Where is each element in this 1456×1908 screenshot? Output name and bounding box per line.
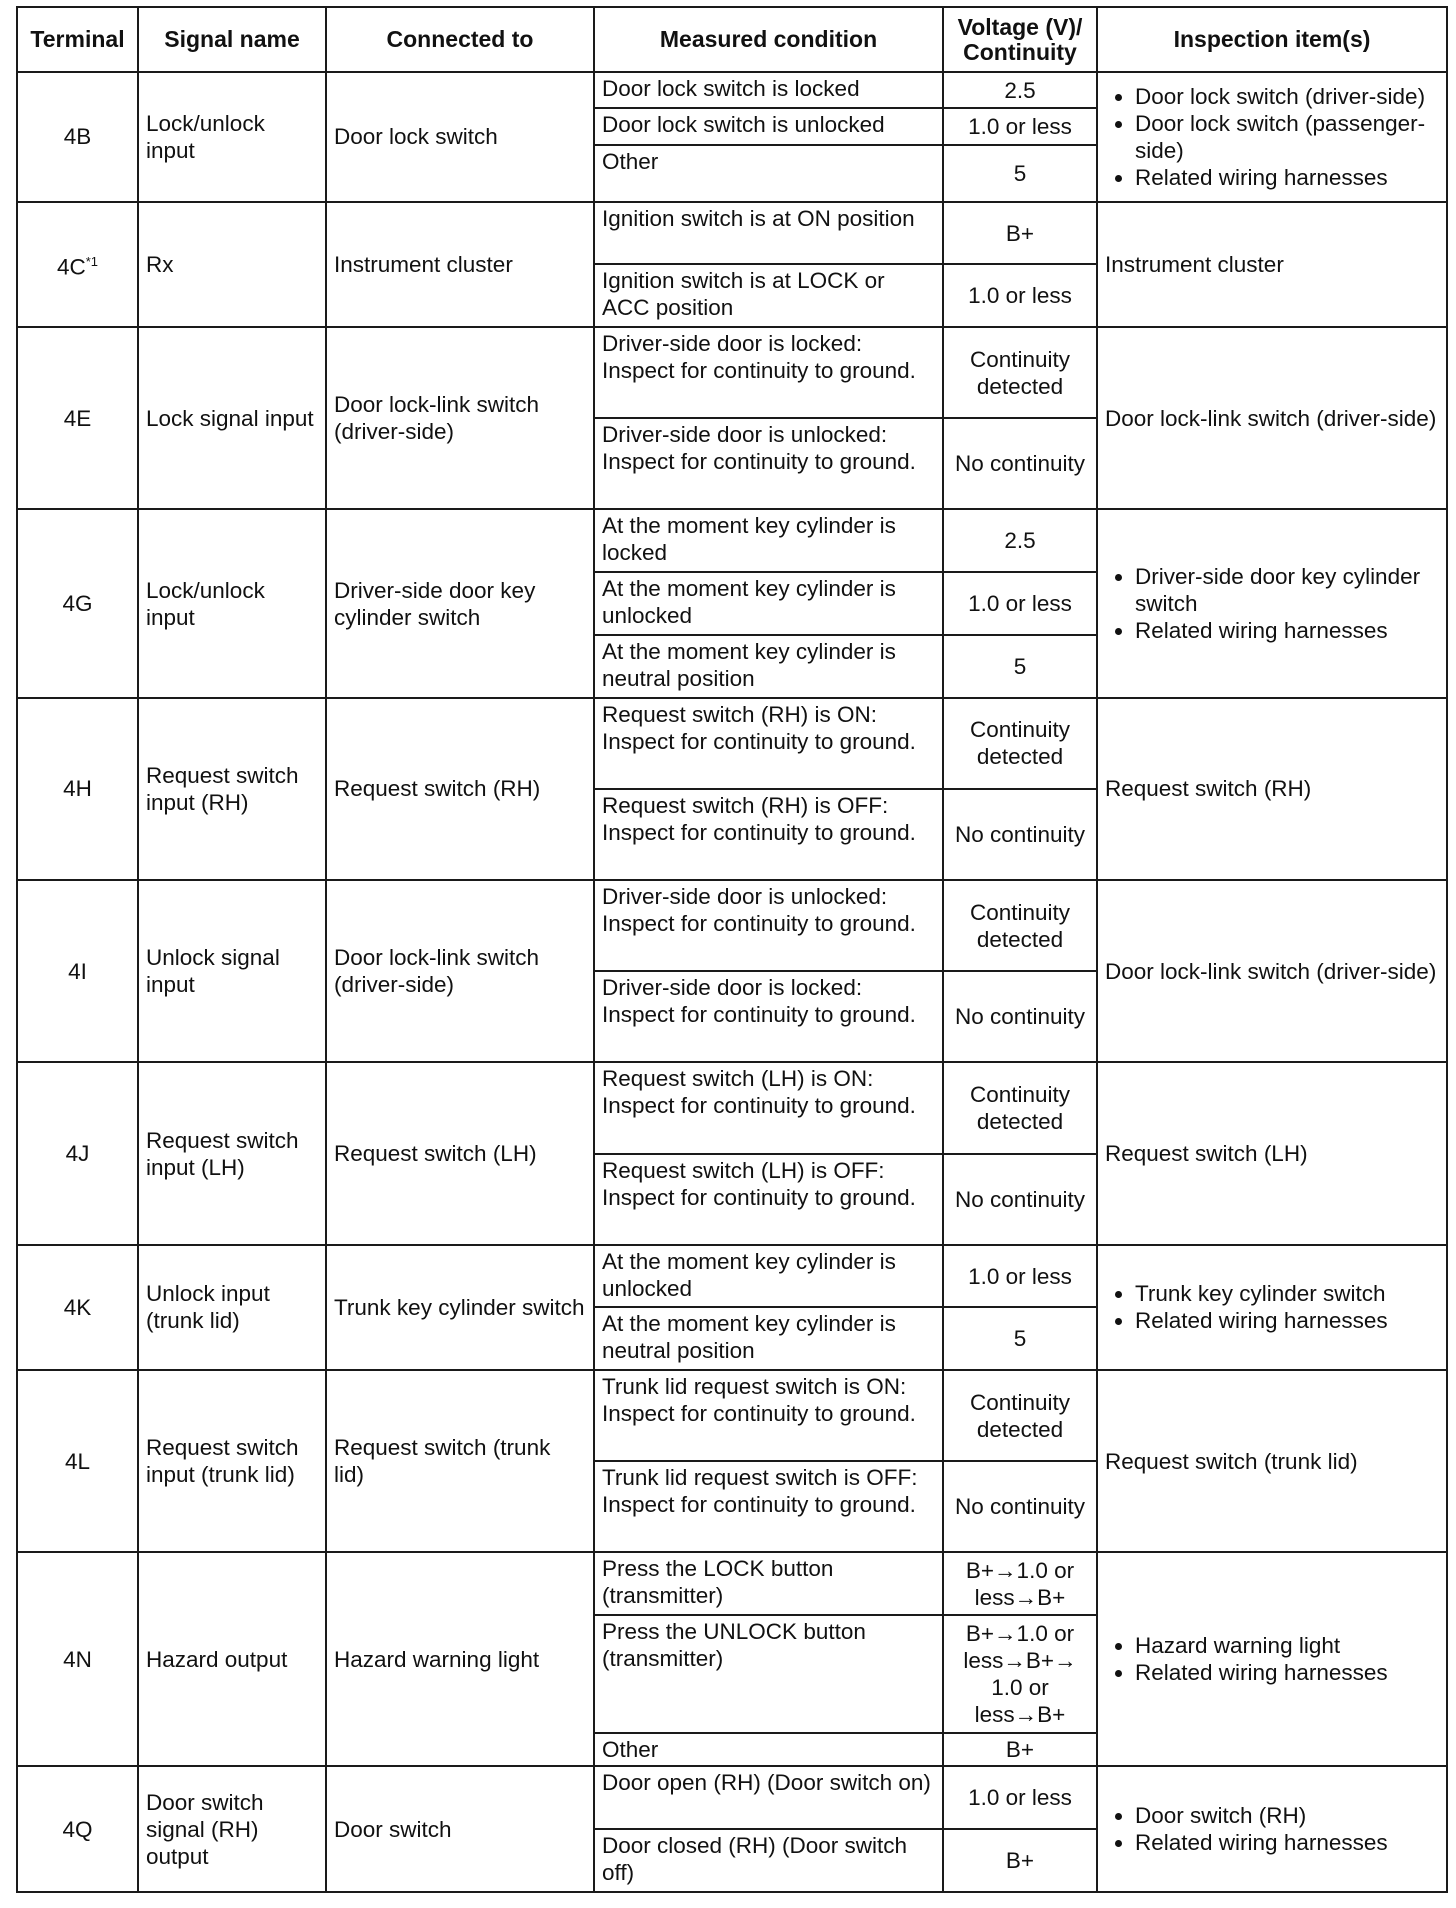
voltage-continuity-cell: 5 <box>943 1307 1097 1370</box>
terminal-cell <box>17 202 138 328</box>
inspection-list <box>1105 1802 1439 1856</box>
connected-to-cell: Door lock-link switch (driver-side) <box>326 327 594 509</box>
measured-condition-cell: At the moment key cylinder is neutral position <box>594 635 943 698</box>
connected-to-cell: Hazard warning light <box>326 1552 594 1766</box>
signal-name-cell: Unlock signal input <box>138 880 326 1062</box>
inspection-items-cell: Request switch (RH) <box>1097 698 1447 880</box>
inspection-list-item: • Door lock switch (passenger-side) <box>1135 110 1439 164</box>
terminal-cell <box>17 698 138 880</box>
connected-to-cell: Request switch (trunk lid) <box>326 1370 594 1552</box>
header-inspection-items: Inspection item(s) <box>1097 7 1447 72</box>
terminal-label: 4E <box>63 405 92 431</box>
inspection-items-cell <box>1097 1766 1447 1892</box>
table-row <box>17 509 1447 572</box>
inspection-items-cell <box>1097 1552 1447 1766</box>
measured-condition-cell: At the moment key cylinder is unlocked <box>594 1245 943 1308</box>
inspection-list <box>1105 563 1439 644</box>
voltage-continuity-cell: No continuity <box>943 971 1097 1062</box>
terminal-cell <box>17 880 138 1062</box>
voltage-continuity-cell: No continuity <box>943 1154 1097 1245</box>
voltage-continuity-cell: No continuity <box>943 1461 1097 1552</box>
terminal-label: 4B <box>63 124 92 150</box>
measured-condition-cell: Door lock switch is unlocked <box>594 108 943 144</box>
terminal-cell <box>17 1370 138 1552</box>
inspection-list-item: • Hazard warning light <box>1135 1632 1439 1659</box>
inspection-list <box>1105 83 1439 191</box>
connected-to-cell: Door switch <box>326 1766 594 1892</box>
terminal-label: 4Q <box>62 1816 93 1842</box>
terminal-label: 4K <box>63 1294 92 1320</box>
inspection-items-cell: Instrument cluster <box>1097 202 1447 328</box>
measured-condition-cell: Press the UNLOCK button (transmitter) <box>594 1615 943 1732</box>
terminal-footnote: *1 <box>85 254 99 270</box>
measured-condition-cell: Press the LOCK button (transmitter) <box>594 1552 943 1615</box>
table-body <box>17 72 1447 1892</box>
voltage-continuity-cell: B+ <box>943 1829 1097 1892</box>
terminal-cell <box>17 72 138 202</box>
table-row <box>17 1552 1447 1615</box>
measured-condition-cell: Request switch (RH) is ON: Inspect for continuity to ground. <box>594 698 943 789</box>
inspection-list <box>1105 1632 1439 1686</box>
voltage-continuity-cell: Continuity detected <box>943 880 1097 971</box>
voltage-continuity-cell: 1.0 or less <box>943 108 1097 144</box>
terminal-label: 4G <box>62 591 93 617</box>
inspection-list-item: • Related wiring harnesses <box>1135 1659 1439 1686</box>
inspection-list-item: • Related wiring harnesses <box>1135 1307 1439 1334</box>
measured-condition-cell: Door open (RH) (Door switch on) <box>594 1766 943 1829</box>
terminal-label: 4J <box>65 1141 90 1166</box>
measured-condition-cell: Ignition switch is at LOCK or ACC position <box>594 264 943 327</box>
voltage-continuity-cell: B+→1.0 or less→B+→ 1.0 or less→B+ <box>943 1615 1097 1732</box>
signal-name-cell: Request switch input (trunk lid) <box>138 1370 326 1552</box>
measured-condition-cell: Request switch (RH) is OFF: Inspect for continuity to ground. <box>594 789 943 880</box>
voltage-continuity-cell: Continuity detected <box>943 1062 1097 1153</box>
voltage-continuity-cell: No continuity <box>943 789 1097 880</box>
signal-name-cell: Lock signal input <box>138 327 326 509</box>
voltage-continuity-cell: 5 <box>943 145 1097 202</box>
terminal-cell <box>17 1062 138 1244</box>
signal-name-cell: Door switch signal (RH) output <box>138 1766 326 1892</box>
voltage-continuity-cell: 1.0 or less <box>943 1245 1097 1308</box>
voltage-continuity-cell: 1.0 or less <box>943 264 1097 327</box>
terminal-cell <box>17 1245 138 1371</box>
signal-name-cell: Unlock input (trunk lid) <box>138 1245 326 1371</box>
header-connected-to: Connected to <box>326 7 594 72</box>
voltage-continuity-cell: B+ <box>943 202 1097 265</box>
terminal-label: 4H <box>63 776 92 802</box>
terminal-inspection-table <box>16 6 1448 1893</box>
table-row <box>17 72 1447 108</box>
terminal-label: 4N <box>63 1646 92 1672</box>
connected-to-cell: Instrument cluster <box>326 202 594 328</box>
signal-name-cell: Lock/unlock input <box>138 509 326 697</box>
connected-to-cell: Door lock-link switch (driver-side) <box>326 880 594 1062</box>
measured-condition-cell: Request switch (LH) is OFF: Inspect for continuity to ground. <box>594 1154 943 1245</box>
measured-condition-cell: Request switch (LH) is ON: Inspect for continuity to ground. <box>594 1062 943 1153</box>
inspection-items-cell <box>1097 509 1447 697</box>
measured-condition-cell: At the moment key cylinder is locked <box>594 509 943 572</box>
table-row <box>17 880 1447 971</box>
inspection-list-item: • Related wiring harnesses <box>1135 164 1439 191</box>
terminal-cell <box>17 509 138 697</box>
inspection-items-cell <box>1097 72 1447 202</box>
voltage-continuity-cell: 1.0 or less <box>943 1766 1097 1829</box>
measured-condition-cell: Other <box>594 1733 943 1766</box>
measured-condition-cell: Trunk lid request switch is ON: Inspect for continuity to ground. <box>594 1370 943 1461</box>
voltage-continuity-cell: Continuity detected <box>943 327 1097 418</box>
inspection-list-item: • Related wiring harnesses <box>1135 1829 1439 1856</box>
voltage-continuity-cell: 1.0 or less <box>943 572 1097 635</box>
voltage-continuity-cell: B+→1.0 or less→B+ <box>943 1552 1097 1615</box>
voltage-continuity-cell: B+ <box>943 1733 1097 1766</box>
measured-condition-cell: Driver-side door is locked: Inspect for continuity to ground. <box>594 327 943 418</box>
inspection-list-item: • Driver-side door key cylinder switch <box>1135 563 1439 617</box>
table-row <box>17 1370 1447 1461</box>
connected-to-cell: Trunk key cylinder switch <box>326 1245 594 1371</box>
voltage-continuity-cell: 2.5 <box>943 509 1097 572</box>
voltage-continuity-cell: Continuity detected <box>943 1370 1097 1461</box>
signal-name-cell: Hazard output <box>138 1552 326 1766</box>
terminal-cell <box>17 1552 138 1766</box>
inspection-list-item: • Trunk key cylinder switch <box>1135 1280 1439 1307</box>
measured-condition-cell: Driver-side door is unlocked: Inspect for continuity to ground. <box>594 418 943 509</box>
inspection-items-cell: Door lock-link switch (driver-side) <box>1097 327 1447 509</box>
measured-condition-cell: Other <box>594 145 943 202</box>
terminal-label: 4C <box>56 254 86 280</box>
measured-condition-cell: Driver-side door is locked: Inspect for continuity to ground. <box>594 971 943 1062</box>
inspection-items-cell: Request switch (LH) <box>1097 1062 1447 1244</box>
signal-name-cell: Rx <box>138 202 326 328</box>
header-measured-condition: Measured condition <box>594 7 943 72</box>
inspection-list-item: • Related wiring harnesses <box>1135 617 1439 644</box>
terminal-cell <box>17 1766 138 1892</box>
measured-condition-cell: Door closed (RH) (Door switch off) <box>594 1829 943 1892</box>
voltage-continuity-cell: 2.5 <box>943 72 1097 108</box>
measured-condition-cell: Driver-side door is unlocked: Inspect for continuity to ground. <box>594 880 943 971</box>
header-row <box>17 7 1447 72</box>
measured-condition-cell: Ignition switch is at ON position <box>594 202 943 265</box>
header-signal-name: Signal name <box>138 7 326 72</box>
inspection-items-cell <box>1097 1245 1447 1371</box>
measured-condition-cell: At the moment key cylinder is neutral position <box>594 1307 943 1370</box>
table-row <box>17 1766 1447 1829</box>
voltage-continuity-cell: 5 <box>943 635 1097 698</box>
signal-name-cell: Request switch input (LH) <box>138 1062 326 1244</box>
measured-condition-cell: At the moment key cylinder is unlocked <box>594 572 943 635</box>
signal-name-cell: Lock/unlock input <box>138 72 326 202</box>
terminal-label: 4I <box>68 958 87 984</box>
table-row <box>17 1245 1447 1308</box>
terminal-label: 4L <box>64 1448 91 1474</box>
inspection-items-cell: Door lock-link switch (driver-side) <box>1097 880 1447 1062</box>
table-row <box>17 1062 1447 1153</box>
header-voltage-continuity: Voltage (V)/ Continuity <box>943 7 1097 72</box>
inspection-list-item: • Door lock switch (driver-side) <box>1135 83 1439 110</box>
voltage-continuity-cell: Continuity detected <box>943 698 1097 789</box>
header-terminal: Terminal <box>17 7 138 72</box>
table-row <box>17 698 1447 789</box>
connected-to-cell: Request switch (RH) <box>326 698 594 880</box>
signal-name-cell: Request switch input (RH) <box>138 698 326 880</box>
inspection-items-cell: Request switch (trunk lid) <box>1097 1370 1447 1552</box>
measured-condition-cell: Trunk lid request switch is OFF: Inspect for continuity to ground. <box>594 1461 943 1552</box>
connected-to-cell: Driver-side door key cylinder switch <box>326 509 594 697</box>
connected-to-cell: Door lock switch <box>326 72 594 202</box>
measured-condition-cell: Door lock switch is locked <box>594 72 943 108</box>
table-row <box>17 327 1447 418</box>
terminal-cell <box>17 327 138 509</box>
table-row <box>17 202 1447 265</box>
voltage-continuity-cell: No continuity <box>943 418 1097 509</box>
inspection-list-item: • Door switch (RH) <box>1135 1802 1439 1829</box>
connected-to-cell: Request switch (LH) <box>326 1062 594 1244</box>
inspection-list <box>1105 1280 1439 1334</box>
